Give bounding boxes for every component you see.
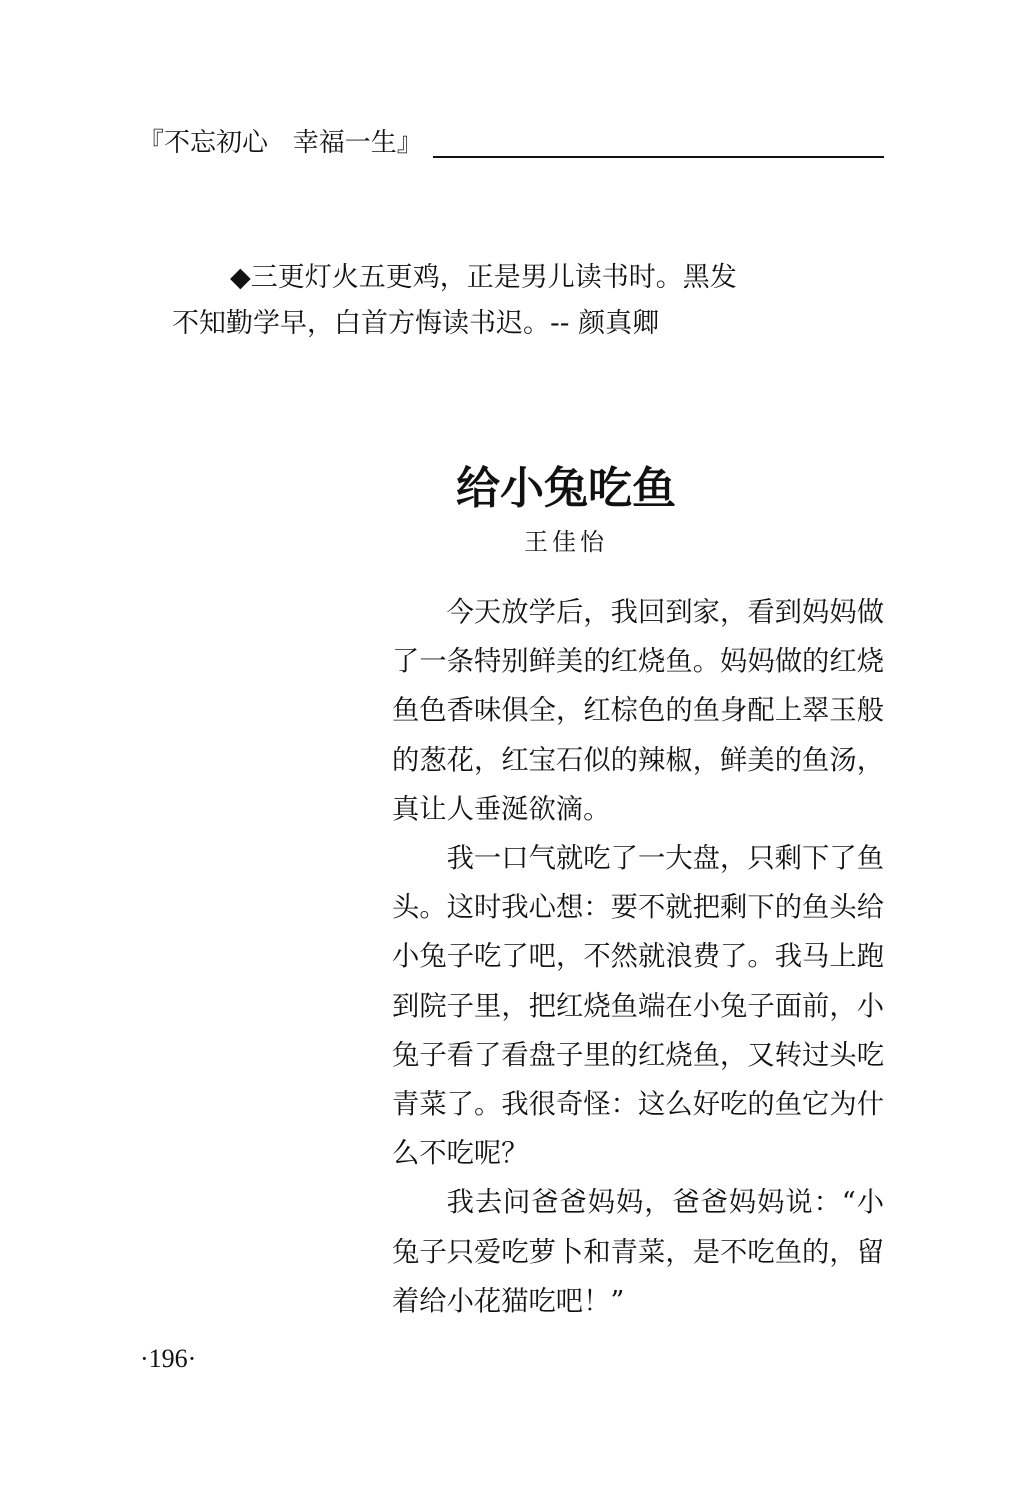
quote-line-1: ◆三更灯火五更鸡，正是男儿读书时。黑发 (230, 262, 737, 293)
article-body (392, 588, 884, 1326)
page-number: ·196· (140, 1344, 197, 1373)
article-paragraph: 我一口气就吃了一大盘，只剩下了鱼头。这时我心想：要不就把剩下的鱼头给小兔子吃了吧，不然就浪费了。我马上跑到院子里，把红烧鱼端在小兔子面前，小兔子看了看盘子里的红烧鱼，又转过头吃青菜了。我很奇怪：这么好吃的鱼它为什么不吃呢？ (392, 843, 884, 1170)
article-author: 王佳怡 (524, 528, 608, 556)
quote-line-2: 不知勤学早，白首方悔读书迟。-- 颜真卿 (172, 308, 660, 339)
header-title: 『不忘初心 幸福一生』 (138, 128, 423, 158)
article-title: 给小兔吃鱼 (456, 463, 676, 514)
quote-block (172, 255, 792, 347)
running-header (138, 126, 884, 160)
header-rule (433, 156, 884, 158)
article-paragraph: 我去问爸爸妈妈，爸爸妈妈说：“小兔子只爱吃萝卜和青菜，是不吃鱼的，留着给小花猫吃吧！” (392, 1187, 884, 1317)
article-paragraph: 今天放学后，我回到家，看到妈妈做了一条特别鲜美的红烧鱼。妈妈做的红烧鱼色香味俱全，红棕色的鱼身配上翠玉般的葱花，红宝石似的辣椒，鲜美的鱼汤，真让人垂涎欲滴。 (392, 597, 884, 825)
